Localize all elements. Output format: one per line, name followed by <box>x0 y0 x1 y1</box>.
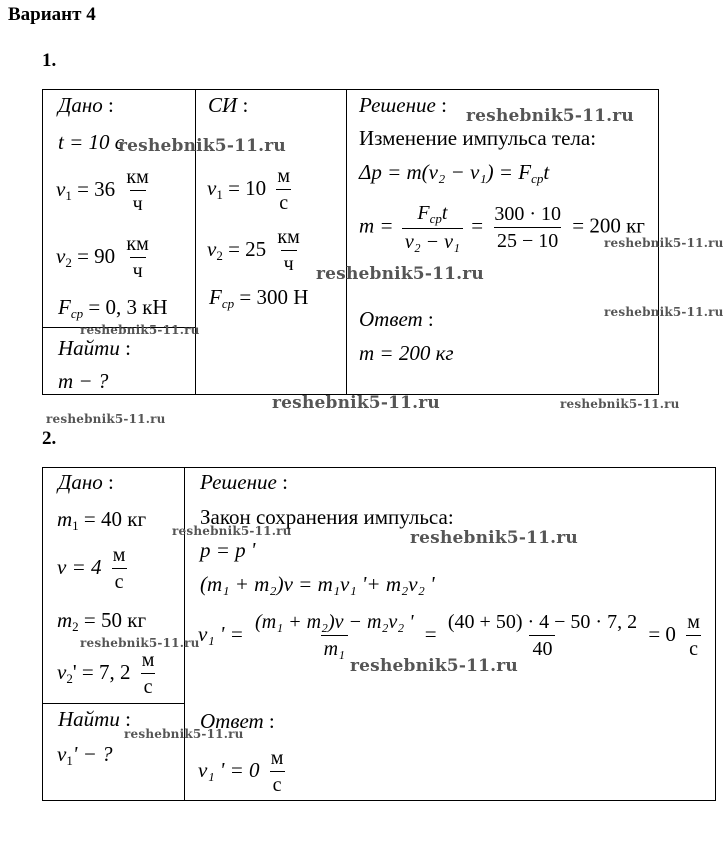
p1-dano-heading: Дано : <box>58 93 114 117</box>
p2-naiti-heading: Найти : <box>58 707 131 731</box>
watermark: reshebnik5-11.ru <box>124 727 244 741</box>
p2-given-v: v = 4 $\frac{м}{с}$ <box>57 544 126 593</box>
problem-2-number: 2. <box>42 428 57 449</box>
p2-otvet-heading: Ответ : <box>200 709 275 733</box>
p1-reshenie-heading: Решение : <box>359 93 447 117</box>
p2-reshenie-heading: Решение : <box>200 470 288 494</box>
p1-otvet-heading: Ответ : <box>359 307 434 331</box>
p1-given-t: t = 10 с <box>58 130 125 154</box>
watermark: reshebnik5-11.ru <box>466 106 634 126</box>
p2-reshenie-eq2: (m₁ + m₂)v = m₁v₁ '+ m₂v₂ ' <box>200 572 435 596</box>
watermark: reshebnik5-11.ru <box>350 656 518 676</box>
problem-1-number: 1. <box>42 50 57 71</box>
watermark: reshebnik5-11.ru <box>46 412 166 426</box>
watermark: reshebnik5-11.ru <box>80 323 200 337</box>
p2-given-v2p: $v_2' = 7$, 2 $\frac{м}{с}$ <box>57 649 155 698</box>
watermark: reshebnik5-11.ru <box>272 393 440 413</box>
p1-given-F: $F_{ср} = 0$, 3 кН <box>58 295 168 321</box>
p1-naiti-value: m − ? <box>58 369 109 393</box>
page-title: Вариант 4 <box>8 4 96 25</box>
p1-si-v2: $v_2 = 25$ $\frac{км}{ч}$ <box>207 226 300 275</box>
p1-reshenie-eq2: m = $\frac{F_{ср}t}{\text{v₂ − v₁}}$ = $\frac{300 \cdot 10}{25 - 10}$ = 200 кг <box>359 202 645 253</box>
watermark: reshebnik5-11.ru <box>604 236 724 250</box>
p2-dano-heading: Дано : <box>58 470 114 494</box>
p2-reshenie-line1: Закон сохранения импульса: <box>200 505 454 529</box>
problem-1-divider-2 <box>346 89 347 395</box>
problem-2-dano-divider <box>42 703 185 704</box>
p2-given-m1: $m_1 = 40$ кг <box>57 507 147 533</box>
p2-otvet-value: v₁ ' = 0 $\frac{м}{с}$ <box>198 747 284 796</box>
p2-reshenie-eq1: p = p ' <box>200 538 256 562</box>
p1-given-v1: $v_1 = 36$ $\frac{км}{ч}$ <box>56 166 149 215</box>
p1-naiti-heading: Найти : <box>58 336 131 360</box>
watermark: reshebnik5-11.ru <box>80 636 200 650</box>
watermark: reshebnik5-11.ru <box>604 305 724 319</box>
p1-si-v1: $v_1 = 10$ $\frac{м}{с}$ <box>207 165 291 214</box>
watermark: reshebnik5-11.ru <box>560 397 680 411</box>
p1-si-F: $F_{ср} = 300$ Н <box>209 285 309 311</box>
p1-reshenie-line1: Изменение импульса тела: <box>359 126 597 150</box>
p2-reshenie-eq3: v₁ ' = $\frac{\text{(m₁ + m₂)v − m₂v₂ '}}{\text{m₁}}$ = $\frac{(40 + 50) \cdot 4 - 50 \cdot 7, 2}{40}$ = 0 $\frac{м}{с}$ <box>198 611 700 660</box>
p1-given-v2: $v_2 = 90$ $\frac{км}{ч}$ <box>56 233 149 282</box>
p2-given-m2: $m_2 = 50$ кг <box>57 608 147 634</box>
watermark: reshebnik5-11.ru <box>316 264 484 284</box>
watermark: reshebnik5-11.ru <box>172 524 292 538</box>
p2-naiti-value: $v_1'$ − ? <box>57 742 113 768</box>
problem-2-divider <box>184 467 185 801</box>
p1-reshenie-eq1: $\Delta p = m(v_2 - v_1) = F_{ср}t$ <box>359 160 550 186</box>
p1-otvet-value: m = 200 кг <box>359 341 454 365</box>
p1-si-heading: СИ : <box>208 93 249 117</box>
watermark: reshebnik5-11.ru <box>118 136 286 156</box>
watermark: reshebnik5-11.ru <box>410 528 578 548</box>
problem-1-divider-1 <box>195 89 196 395</box>
